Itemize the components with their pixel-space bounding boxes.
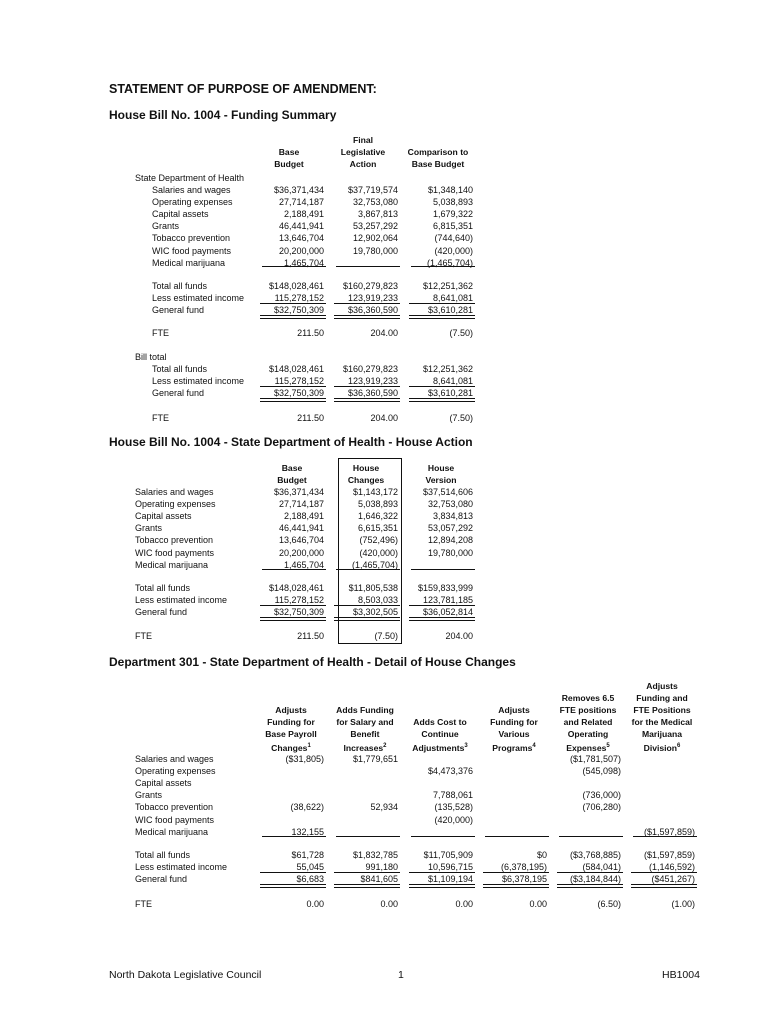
amount-cell: (420,000)	[434, 814, 473, 825]
bill-total-label: Bill total	[135, 352, 167, 362]
double-underline-rule	[334, 884, 400, 888]
underline-rule	[409, 386, 475, 387]
double-underline-rule	[483, 884, 549, 888]
amount-cell: 115,278,152	[274, 595, 324, 606]
amount-cell: (6,378,195)	[500, 862, 547, 873]
amount-cell: 32,753,080	[352, 197, 398, 208]
total-label: Less estimated income	[135, 595, 228, 606]
amount-cell: 12,902,064	[352, 233, 398, 244]
amount-cell: 6,615,351	[357, 523, 398, 534]
total-label: Less estimated income	[152, 293, 245, 304]
row-label: Tobacco prevention	[135, 535, 214, 546]
column-header: House Version	[425, 463, 457, 485]
underline-rule	[260, 605, 326, 606]
amount-cell: $1,832,785	[352, 850, 398, 860]
fte-value: 204.00	[370, 328, 398, 338]
amount-cell: 52,934	[370, 802, 398, 813]
row-label: WIC food payments	[135, 547, 215, 558]
amount-cell: (736,000)	[582, 790, 621, 801]
row-label: WIC food payments	[152, 245, 232, 256]
fte-value: 0.00	[380, 899, 398, 909]
column-header: Base Budget	[274, 147, 304, 169]
row-label: Operating expenses	[135, 499, 216, 510]
amount-cell: $36,371,434	[273, 185, 324, 195]
double-underline-rule	[260, 315, 326, 319]
amount-cell: 1,465,704	[283, 559, 324, 570]
amount-cell: $148,028,461	[268, 583, 324, 593]
fte-label: FTE	[135, 899, 152, 909]
amount-cell: 8,641,081	[432, 376, 473, 387]
amount-cell: (545,098)	[582, 766, 621, 777]
page-title: STATEMENT OF PURPOSE OF AMENDMENT:	[109, 82, 377, 96]
amount-cell: (1,465,704)	[351, 559, 398, 570]
double-underline-rule	[334, 315, 400, 319]
underline-rule	[557, 872, 623, 873]
amount-cell: $160,279,823	[342, 364, 398, 374]
amount-cell: $841,605	[360, 874, 398, 885]
amount-cell: 123,919,233	[347, 376, 398, 387]
amount-cell: 20,200,000	[278, 547, 324, 558]
row-label: Medical marijuana	[152, 257, 226, 268]
total-label: Total all funds	[152, 364, 208, 374]
column-header: Comparison to Base Budget	[407, 147, 469, 169]
section3-heading: Department 301 - State Department of Health - Detail of House Changes	[109, 655, 516, 669]
double-underline-rule	[409, 884, 475, 888]
total-label: General fund	[152, 388, 205, 399]
underline-rule	[409, 872, 475, 873]
amount-cell: 115,278,152	[274, 293, 324, 304]
row-label: Tobacco prevention	[152, 233, 231, 244]
total-label: Total all funds	[135, 583, 191, 593]
total-label: General fund	[152, 305, 205, 316]
fte-label: FTE	[152, 413, 169, 423]
amount-cell: 5,038,893	[432, 197, 473, 208]
footnote-marker: 5	[606, 743, 610, 749]
amount-cell: (744,640)	[434, 233, 473, 244]
fte-value: (7.50)	[449, 413, 473, 423]
fte-value: 0.00	[306, 899, 324, 909]
underline-rule	[411, 836, 475, 837]
amount-cell: 8,503,033	[357, 595, 398, 606]
row-label: Capital assets	[135, 778, 192, 789]
amount-cell: 3,834,813	[432, 511, 473, 522]
row-label: Tobacco prevention	[135, 802, 214, 813]
amount-cell: $159,833,999	[417, 583, 473, 593]
amount-cell: $0	[536, 850, 547, 860]
row-label: Grants	[135, 790, 163, 801]
fte-value: (6.50)	[597, 899, 621, 909]
amount-cell: 32,753,080	[427, 499, 473, 510]
amount-cell: 1,465,704	[283, 257, 324, 268]
amount-cell: (1,465,704)	[426, 257, 473, 268]
column-header: Adds Funding for Salary and Benefit Increases$^2$	[336, 705, 394, 753]
total-label: Total all funds	[135, 850, 191, 860]
double-underline-rule	[409, 315, 475, 319]
amount-cell: $37,514,606	[422, 487, 473, 497]
underline-rule	[483, 872, 549, 873]
amount-cell: $36,052,814	[422, 607, 473, 618]
footnote-marker: 3	[464, 743, 468, 749]
amount-cell: $6,378,195	[501, 874, 547, 885]
amount-cell: 12,894,208	[427, 535, 473, 546]
amount-cell: ($1,781,507)	[569, 754, 621, 764]
amount-cell: ($451,267)	[651, 874, 695, 885]
amount-cell: 27,714,187	[278, 499, 324, 510]
fte-label: FTE	[135, 631, 152, 641]
amount-cell: 5,038,893	[357, 499, 398, 510]
amount-cell: 2,188,491	[283, 209, 324, 220]
total-label: General fund	[135, 607, 188, 618]
double-underline-rule	[260, 884, 326, 888]
amount-cell: 991,180	[365, 862, 398, 873]
underline-rule	[262, 266, 326, 267]
total-label: General fund	[135, 874, 188, 885]
amount-cell: 55,045	[296, 862, 324, 873]
amount-cell: ($1,597,859)	[643, 826, 695, 837]
footer-page-number: 1	[398, 969, 404, 981]
double-underline-rule	[631, 884, 697, 888]
underline-rule	[409, 303, 475, 304]
column-header: Adjusts Funding and FTE Positions for the Medical Marijuana Division$^6$	[631, 681, 693, 753]
amount-cell: (38,622)	[290, 802, 324, 813]
amount-cell: 8,641,081	[432, 293, 473, 304]
underline-rule	[334, 605, 400, 606]
underline-rule	[260, 872, 326, 873]
total-label: Less estimated income	[135, 862, 228, 873]
fte-value: 211.50	[297, 631, 324, 641]
amount-cell: (135,528)	[434, 802, 473, 813]
amount-cell: $32,750,309	[273, 607, 324, 618]
fte-value: (1.00)	[671, 899, 695, 909]
amount-cell: 115,278,152	[274, 376, 324, 387]
amount-cell: $1,143,172	[352, 487, 398, 497]
underline-rule	[485, 836, 549, 837]
row-label: Grants	[152, 221, 180, 232]
amount-cell: 20,200,000	[278, 245, 324, 256]
amount-cell: 1,679,322	[432, 209, 473, 220]
amount-cell: (584,041)	[582, 862, 621, 873]
footnote-marker: 1	[307, 743, 311, 749]
amount-cell: $1,109,194	[427, 874, 473, 885]
amount-cell: $1,348,140	[427, 185, 473, 195]
fte-value: 211.50	[297, 328, 324, 338]
underline-rule	[260, 303, 326, 304]
amount-cell: 19,780,000	[427, 547, 473, 558]
underline-rule	[334, 872, 400, 873]
amount-cell: 10,596,715	[427, 862, 473, 873]
amount-cell: 132,155	[291, 826, 324, 837]
amount-cell: 46,441,941	[278, 523, 324, 534]
section2-heading: House Bill No. 1004 - State Department of Health - House Action	[109, 435, 473, 449]
row-label: Grants	[135, 523, 163, 534]
section1-heading: House Bill No. 1004 - Funding Summary	[109, 108, 337, 122]
amount-cell: $12,251,362	[422, 281, 473, 291]
double-underline-rule	[334, 398, 400, 402]
underline-rule	[334, 303, 400, 304]
total-label: Total all funds	[152, 281, 208, 291]
underline-rule	[336, 266, 400, 267]
amount-cell: (752,496)	[359, 535, 398, 546]
fte-value: 0.00	[455, 899, 473, 909]
column-header: Adds Cost to Continue Adjustments$^3$	[412, 717, 468, 753]
amount-cell: 123,781,185	[422, 595, 473, 606]
row-label: Capital assets	[152, 209, 209, 220]
row-label: Medical marijuana	[135, 826, 209, 837]
row-label: Salaries and wages	[135, 487, 214, 497]
amount-cell: $11,705,909	[423, 850, 473, 860]
amount-cell: 123,919,233	[347, 293, 398, 304]
group-label: State Department of Health	[135, 173, 245, 183]
amount-cell: (420,000)	[434, 245, 473, 256]
double-underline-rule	[260, 617, 326, 621]
underline-rule	[262, 836, 326, 837]
amount-cell: $61,728	[291, 850, 324, 860]
amount-cell: 46,441,941	[278, 221, 324, 232]
amount-cell: $148,028,461	[268, 364, 324, 374]
double-underline-rule	[334, 617, 400, 621]
fte-label: FTE	[152, 328, 169, 338]
amount-cell: ($1,597,859)	[643, 850, 695, 860]
total-label: Less estimated income	[152, 376, 245, 387]
underline-rule	[262, 569, 326, 570]
row-label: WIC food payments	[135, 814, 215, 825]
column-header: Final Legislative Action	[340, 135, 386, 169]
amount-cell: $11,805,538	[348, 583, 398, 593]
amount-cell: 7,788,061	[432, 790, 473, 801]
row-label: Salaries and wages	[135, 754, 214, 764]
amount-cell: ($31,805)	[285, 754, 324, 764]
amount-cell: $1,779,651	[352, 754, 398, 764]
double-underline-rule	[409, 398, 475, 402]
footnote-marker: 6	[677, 743, 681, 749]
fte-value: (7.50)	[374, 631, 398, 641]
amount-cell: $36,371,434	[273, 487, 324, 497]
column-header: Adjusts Funding for Base Payroll Changes$^1$	[265, 705, 317, 753]
amount-cell: $3,610,281	[427, 305, 473, 316]
fte-value: 204.00	[445, 631, 473, 641]
fte-value: (7.50)	[449, 328, 473, 338]
amount-cell: (1,146,592)	[648, 862, 695, 873]
amount-cell: ($3,768,885)	[569, 850, 621, 860]
amount-cell: $36,360,590	[347, 388, 398, 399]
amount-cell: 53,257,292	[352, 221, 398, 232]
amount-cell: 13,646,704	[278, 233, 324, 244]
underline-rule	[336, 836, 400, 837]
fte-value: 0.00	[529, 899, 547, 909]
amount-cell: 1,646,322	[357, 511, 398, 522]
amount-cell: $12,251,362	[422, 364, 473, 374]
column-header: Removes 6.5 FTE positions and Related Operating Expenses$^5$	[559, 693, 617, 753]
footnote-marker: 4	[532, 743, 536, 749]
double-underline-rule	[409, 617, 475, 621]
double-underline-rule	[260, 398, 326, 402]
underline-rule	[334, 386, 400, 387]
amount-cell: 27,714,187	[278, 197, 324, 208]
row-label: Medical marijuana	[135, 559, 209, 570]
amount-cell: $160,279,823	[342, 281, 398, 291]
column-header: Adjusts Funding for Various Programs$^4$	[490, 705, 538, 753]
row-label: Operating expenses	[152, 197, 233, 208]
amount-cell: 3,867,813	[357, 209, 398, 220]
footnote-marker: 2	[383, 743, 387, 749]
underline-rule	[633, 836, 697, 837]
double-underline-rule	[557, 884, 623, 888]
amount-cell: (706,280)	[582, 802, 621, 813]
column-header: Base Budget	[277, 463, 307, 485]
amount-cell: $32,750,309	[273, 305, 324, 316]
row-label: Capital assets	[135, 511, 192, 522]
underline-rule	[559, 836, 623, 837]
underline-rule	[336, 569, 400, 570]
amount-cell: $148,028,461	[268, 281, 324, 291]
underline-rule	[411, 266, 475, 267]
fte-value: 204.00	[370, 413, 398, 423]
underline-rule	[411, 569, 475, 570]
amount-cell: 2,188,491	[283, 511, 324, 522]
underline-rule	[631, 872, 697, 873]
row-label: Operating expenses	[135, 766, 216, 777]
amount-cell: 53,057,292	[427, 523, 473, 534]
column-header: House Changes	[347, 463, 385, 485]
amount-cell: $6,683	[296, 874, 324, 885]
amount-cell: $3,302,505	[352, 607, 398, 618]
amount-cell: $32,750,309	[273, 388, 324, 399]
footer-right: HB1004	[662, 969, 700, 981]
underline-rule	[409, 605, 475, 606]
amount-cell: $4,473,376	[427, 766, 473, 777]
underline-rule	[260, 386, 326, 387]
fte-value: 211.50	[297, 413, 324, 423]
amount-cell: $37,719,574	[347, 185, 398, 195]
amount-cell: 19,780,000	[352, 245, 398, 256]
amount-cell: $3,610,281	[427, 388, 473, 399]
row-label: Salaries and wages	[152, 185, 231, 195]
amount-cell: $36,360,590	[347, 305, 398, 316]
amount-cell: ($3,184,844)	[569, 874, 621, 885]
amount-cell: (420,000)	[359, 547, 398, 558]
amount-cell: 13,646,704	[278, 535, 324, 546]
amount-cell: 6,815,351	[432, 221, 473, 232]
footer-left: North Dakota Legislative Council	[109, 969, 262, 981]
